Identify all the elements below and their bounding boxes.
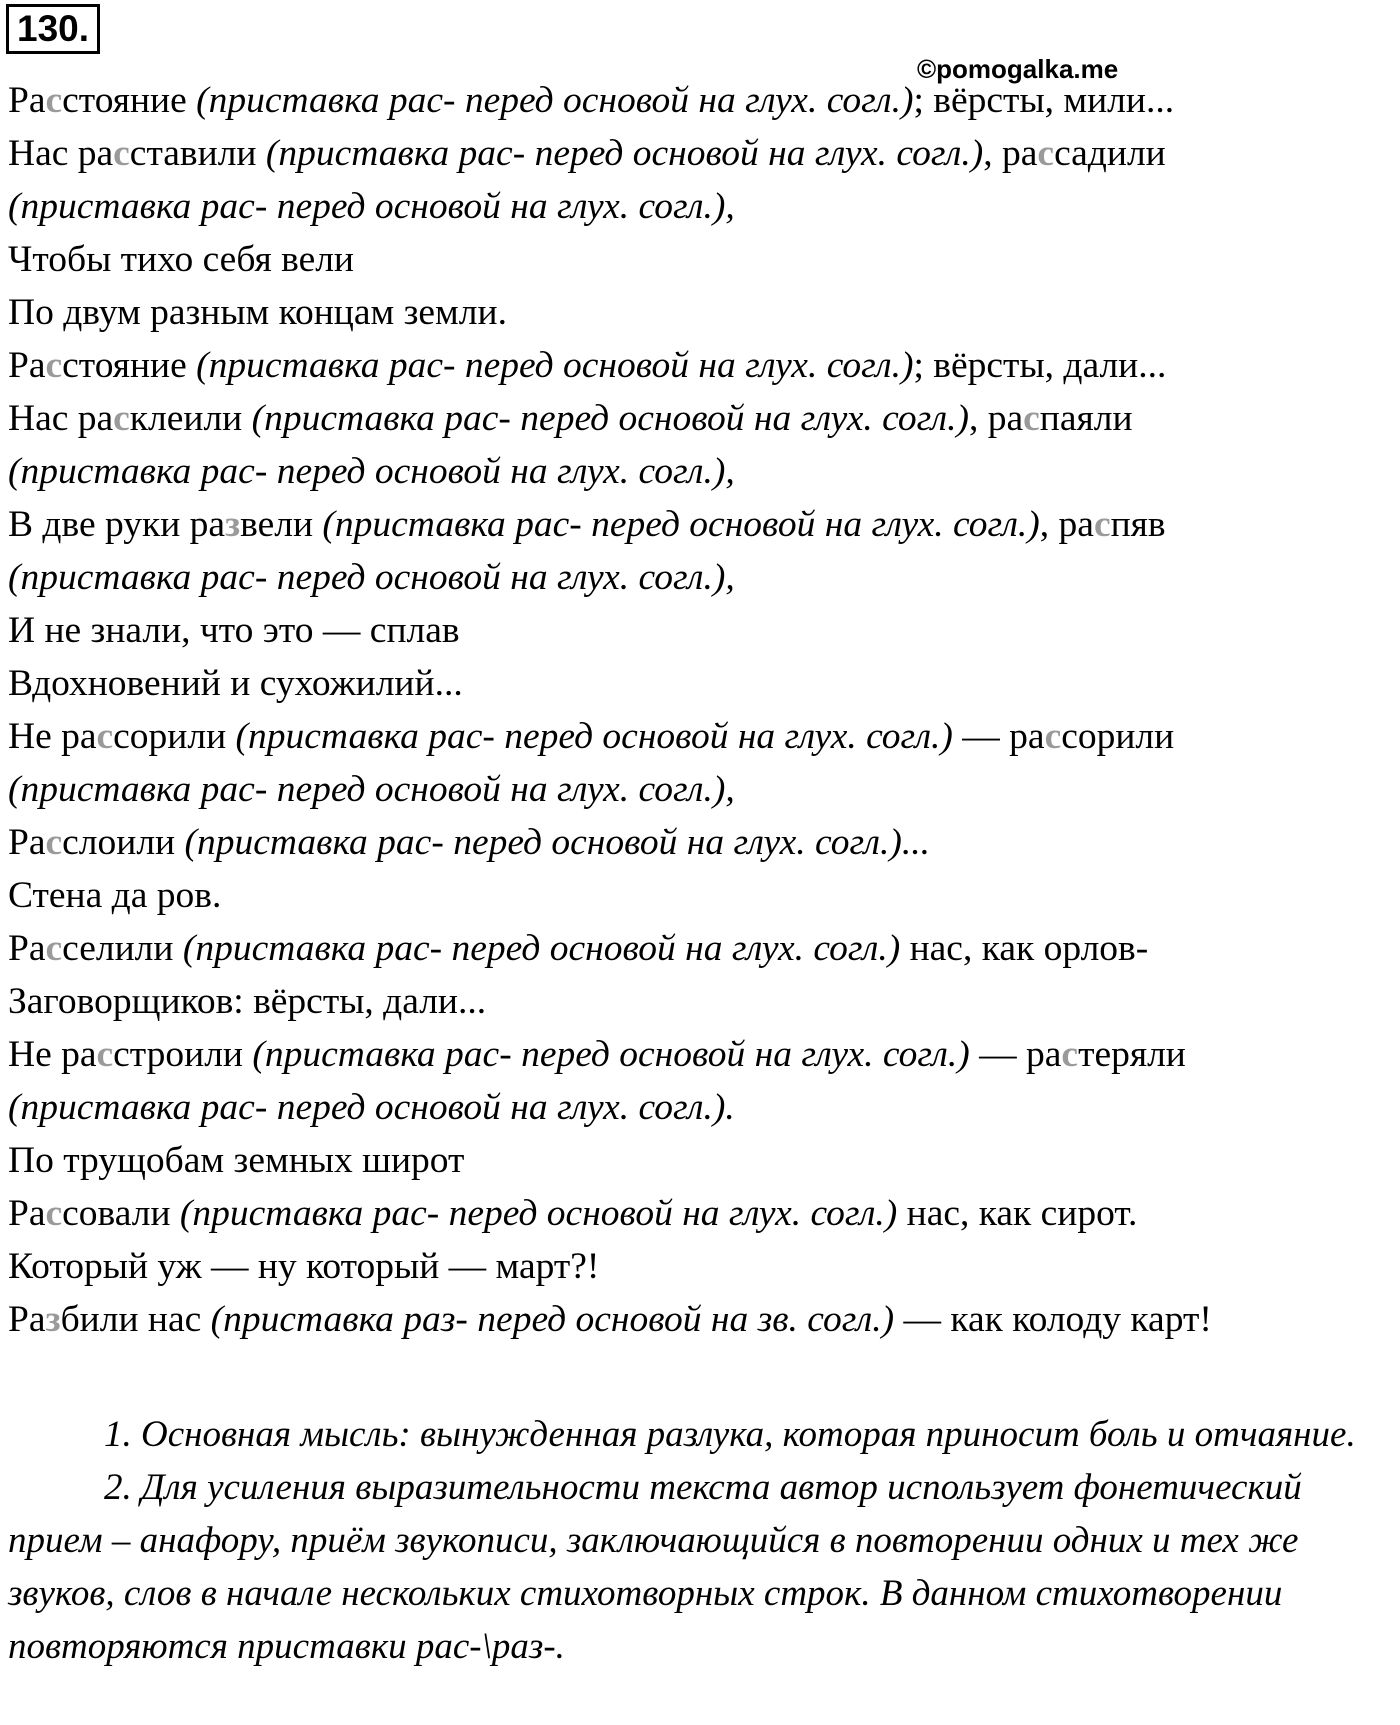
prefix-comment: (приставка рас- перед основой на глух. согл.),	[8, 451, 735, 492]
poem-line	[8, 816, 1398, 869]
prefix-comment: (приставка рас- перед основой на глух. согл.)	[182, 928, 901, 969]
prefix-comment: (приставка рас- перед основой на глух. согл.)	[196, 345, 914, 386]
poem-line	[8, 180, 1398, 233]
poem-text: совали	[62, 1193, 180, 1234]
poem-line	[8, 233, 1398, 286]
highlighted-letter: с	[113, 133, 130, 174]
poem-line	[8, 498, 1398, 551]
poem-text: ставили	[129, 133, 266, 174]
highlighted-letter: с	[45, 80, 63, 121]
poem-text: клеили	[129, 398, 252, 439]
prefix-comment: (приставка рас- перед основой на глух. согл.)	[179, 1193, 898, 1234]
poem-text: Чтобы тихо себя вели	[8, 239, 354, 280]
analysis-paragraph-main-idea: 1. Основная мысль: вынужденная разлука, которая приносит боль и отчаяние.	[104, 1414, 1356, 1455]
poem-text: , ра	[1039, 504, 1094, 545]
poem-text: паяли	[1039, 398, 1133, 439]
prefix-comment: (приставка рас- перед основой на глух. согл.)	[322, 504, 1040, 545]
poem-text: Ра	[8, 345, 46, 386]
poem-text: Ра	[8, 1193, 46, 1234]
poem-text: пяв	[1110, 504, 1166, 545]
poem-text: строили	[113, 1034, 253, 1075]
poem-line	[8, 445, 1398, 498]
prefix-comment: (приставка рас- перед основой на глух. согл.).	[8, 1087, 735, 1128]
poem-line	[8, 922, 1398, 975]
poem-text: ; вёрсты, мили...	[913, 80, 1175, 121]
highlighted-letter: с	[1044, 716, 1062, 757]
poem-line	[8, 710, 1398, 763]
task-number: 130.	[6, 4, 100, 54]
prefix-comment: (приставка рас- перед основой на глух. согл.),	[8, 186, 735, 227]
highlighted-letter: з	[225, 504, 241, 545]
poem-line	[8, 604, 1398, 657]
poem-line	[8, 763, 1398, 816]
poem-text: Вдохновений и сухожилий...	[8, 663, 463, 704]
prefix-comment: (приставка рас- перед основой на глух. согл.)...	[184, 822, 930, 863]
prefix-comment: (приставка раз- перед основой на зв. согл.)	[210, 1299, 895, 1340]
highlighted-letter: с	[45, 1193, 63, 1234]
poem-text: селили	[62, 928, 183, 969]
highlighted-letter: с	[1037, 133, 1055, 174]
highlighted-letter: с	[96, 1034, 114, 1075]
poem-line	[8, 74, 1398, 127]
poem-text: Который уж — ну который — март?!	[8, 1246, 600, 1287]
prefix-comment: (приставка рас- перед основой на глух. согл.)	[252, 1034, 970, 1075]
poem-text: И не знали, что это — сплав	[8, 610, 460, 651]
poem-line	[8, 392, 1398, 445]
analysis-paragraph-devices: 2. Для усиления выразительности текста автор использует фонетический прием – анафору, приём звукописи, заключающийся в повторении одних и тех же звуков, слов в начале нескольких стихотворных строк. В данном стихотворении повторяются приставки рас-\раз-.	[8, 1467, 1302, 1667]
highlighted-letter: с	[45, 345, 63, 386]
poem-line	[8, 869, 1398, 922]
poem-text: слоили	[62, 822, 185, 863]
poem-text: Заговорщиков: вёрсты, дали...	[8, 981, 487, 1022]
poem-text: — ра	[952, 716, 1045, 757]
poem-text: сорили	[1061, 716, 1175, 757]
poem-line	[8, 1293, 1398, 1346]
poem-line	[8, 1134, 1398, 1187]
poem-line	[8, 975, 1398, 1028]
highlighted-letter: с	[1093, 504, 1111, 545]
poem-text: Не ра	[8, 1034, 97, 1075]
poem-text: теряли	[1078, 1034, 1186, 1075]
poem-text: Ра	[8, 1299, 46, 1340]
poem	[8, 74, 1398, 1346]
poem-text: Ра	[8, 822, 46, 863]
poem-text: вели	[240, 504, 323, 545]
prefix-comment: (приставка рас- перед основой на глух. согл.)	[196, 80, 914, 121]
highlighted-letter: с	[96, 716, 114, 757]
poem-text: нас, как сирот.	[897, 1193, 1138, 1234]
poem-text: Ра	[8, 928, 46, 969]
poem-line	[8, 1028, 1398, 1081]
poem-line	[8, 127, 1398, 180]
highlighted-letter: с	[113, 398, 130, 439]
analysis	[8, 1408, 1400, 1673]
poem-text: — ра	[969, 1034, 1062, 1075]
poem-text: Нас ра	[8, 398, 114, 439]
poem-text: Ра	[8, 80, 46, 121]
poem-text: стояние	[62, 345, 197, 386]
poem-line	[8, 657, 1398, 710]
poem-text: По трущобам земных широт	[8, 1140, 465, 1181]
poem-text: нас, как орлов-	[900, 928, 1149, 969]
watermark: ©pomogalka.me	[917, 54, 1119, 84]
poem-text: били нас	[60, 1299, 211, 1340]
prefix-comment: (приставка рас- перед основой на глух. согл.)	[251, 398, 969, 439]
prefix-comment: (приставка рас- перед основой на глух. согл.)	[235, 716, 953, 757]
highlighted-letter: с	[45, 822, 63, 863]
highlighted-letter: с	[1061, 1034, 1079, 1075]
poem-text: стояние	[62, 80, 197, 121]
prefix-comment: (приставка рас- перед основой на глух. согл.),	[8, 769, 735, 810]
prefix-comment: (приставка рас- перед основой на глух. согл.)	[265, 133, 984, 174]
prefix-comment: (приставка рас- перед основой на глух. согл.),	[8, 557, 735, 598]
poem-text: — как колоду карт!	[894, 1299, 1212, 1340]
poem-text: ; вёрсты, дали...	[913, 345, 1167, 386]
poem-line	[8, 551, 1398, 604]
highlighted-letter: с	[1023, 398, 1040, 439]
poem-text: Не ра	[8, 716, 97, 757]
poem-line	[8, 1240, 1398, 1293]
poem-text: По двум разным концам земли.	[8, 292, 507, 333]
poem-text: Нас ра	[8, 133, 114, 174]
poem-line	[8, 339, 1398, 392]
poem-line	[8, 286, 1398, 339]
poem-text: В две руки ра	[8, 504, 226, 545]
highlighted-letter: з	[45, 1299, 61, 1340]
poem-text: садили	[1054, 133, 1166, 174]
highlighted-letter: с	[45, 928, 63, 969]
poem-text: , ра	[983, 133, 1038, 174]
poem-text: Стена да ров.	[8, 875, 222, 916]
poem-text: сорили	[113, 716, 236, 757]
poem-text: , ра	[968, 398, 1024, 439]
poem-line	[8, 1187, 1398, 1240]
poem-line	[8, 1081, 1398, 1134]
